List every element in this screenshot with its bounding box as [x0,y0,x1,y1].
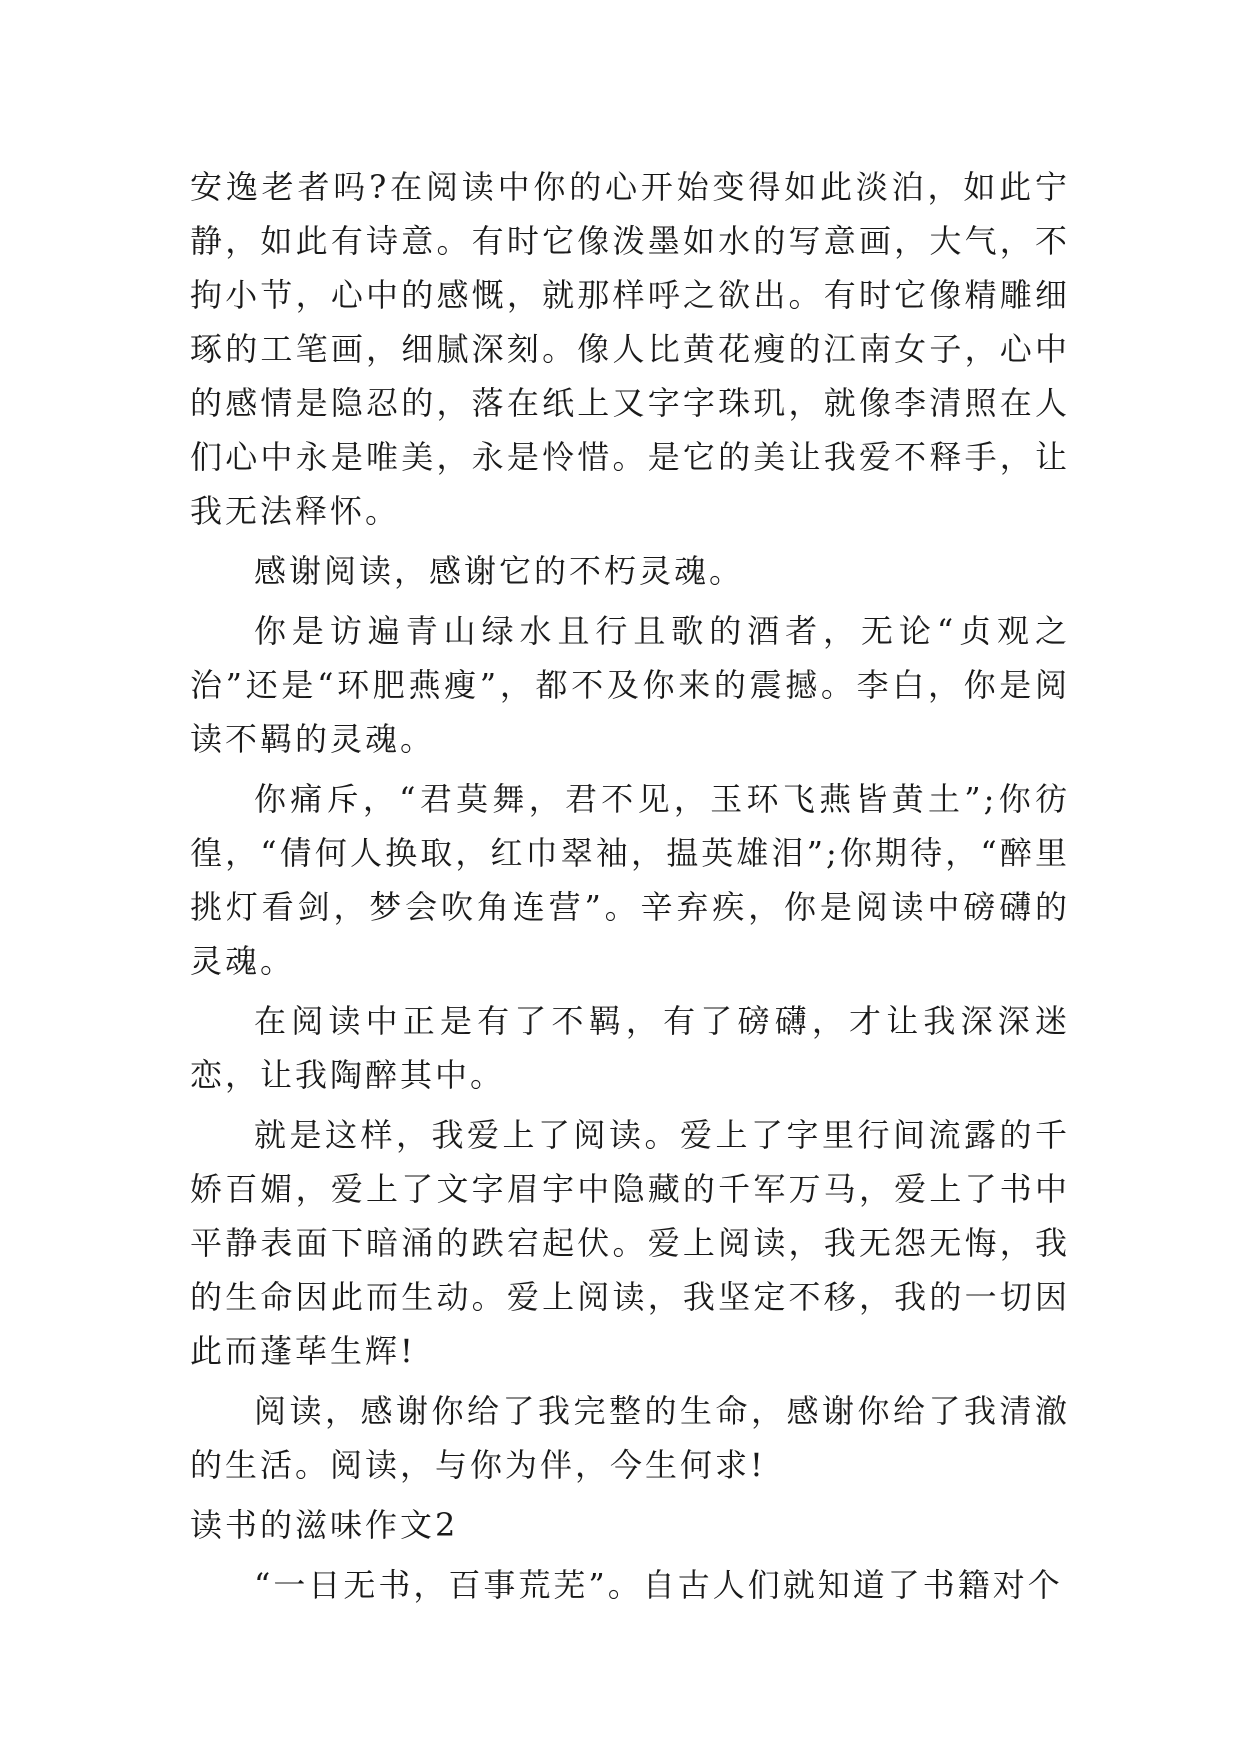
section-heading: 读书的滋味作文2 [190,1506,459,1544]
paragraph: 就是这样，我爱上了阅读。爱上了字里行间流露的千娇百媚，爱上了文字眉宇中隐藏的千军万马，爱上了书中平静表面下暗涌的跌宕起伏。爱上阅读，我无怨无悔，我的生命因此而生动。爱上阅读，我坚定不移，我的一切因此而蓬荜生辉! [190,1116,1070,1370]
paragraph: 你痛斥，“君莫舞，君不见，玉环飞燕皆黄土”;你彷徨，“倩何人换取，红巾翠袖，揾英雄泪”;你期待，“醉里挑灯看剑，梦会吹角连营”。辛弃疾，你是阅读中磅礴的灵魂。 [190,780,1070,980]
paragraph: 你是访遍青山绿水且行且歌的酒者，无论“贞观之治”还是“环肥燕瘦”，都不及你来的震撼。李白，你是阅读不羁的灵魂。 [190,612,1070,758]
document-body [190,160,1070,1618]
paragraph: 感谢阅读，感谢它的不朽灵魂。 [254,552,745,590]
paragraph: 在阅读中正是有了不羁，有了磅礴，才让我深深迷恋，让我陶醉其中。 [190,1002,1070,1094]
paragraph: 安逸老者吗?在阅读中你的心开始变得如此淡泊，如此宁静，如此有诗意。有时它像泼墨如水的写意画，大气，不拘小节，心中的感慨，就那样呼之欲出。有时它像精雕细琢的工笔画，细腻深刻。像人比黄花瘦的江南女子，心中的感情是隐忍的，落在纸上又字字珠玑，就像李清照在人们心中永是唯美，永是怜惜。是它的美让我爱不释手，让我无法释怀。 [190,168,1070,530]
paragraph: “一日无书，百事荒芜”。自古人们就知道了书籍对个 [254,1566,1063,1604]
paragraph: 阅读，感谢你给了我完整的生命，感谢你给了我清澈的生活。阅读，与你为伴，今生何求! [190,1392,1070,1484]
